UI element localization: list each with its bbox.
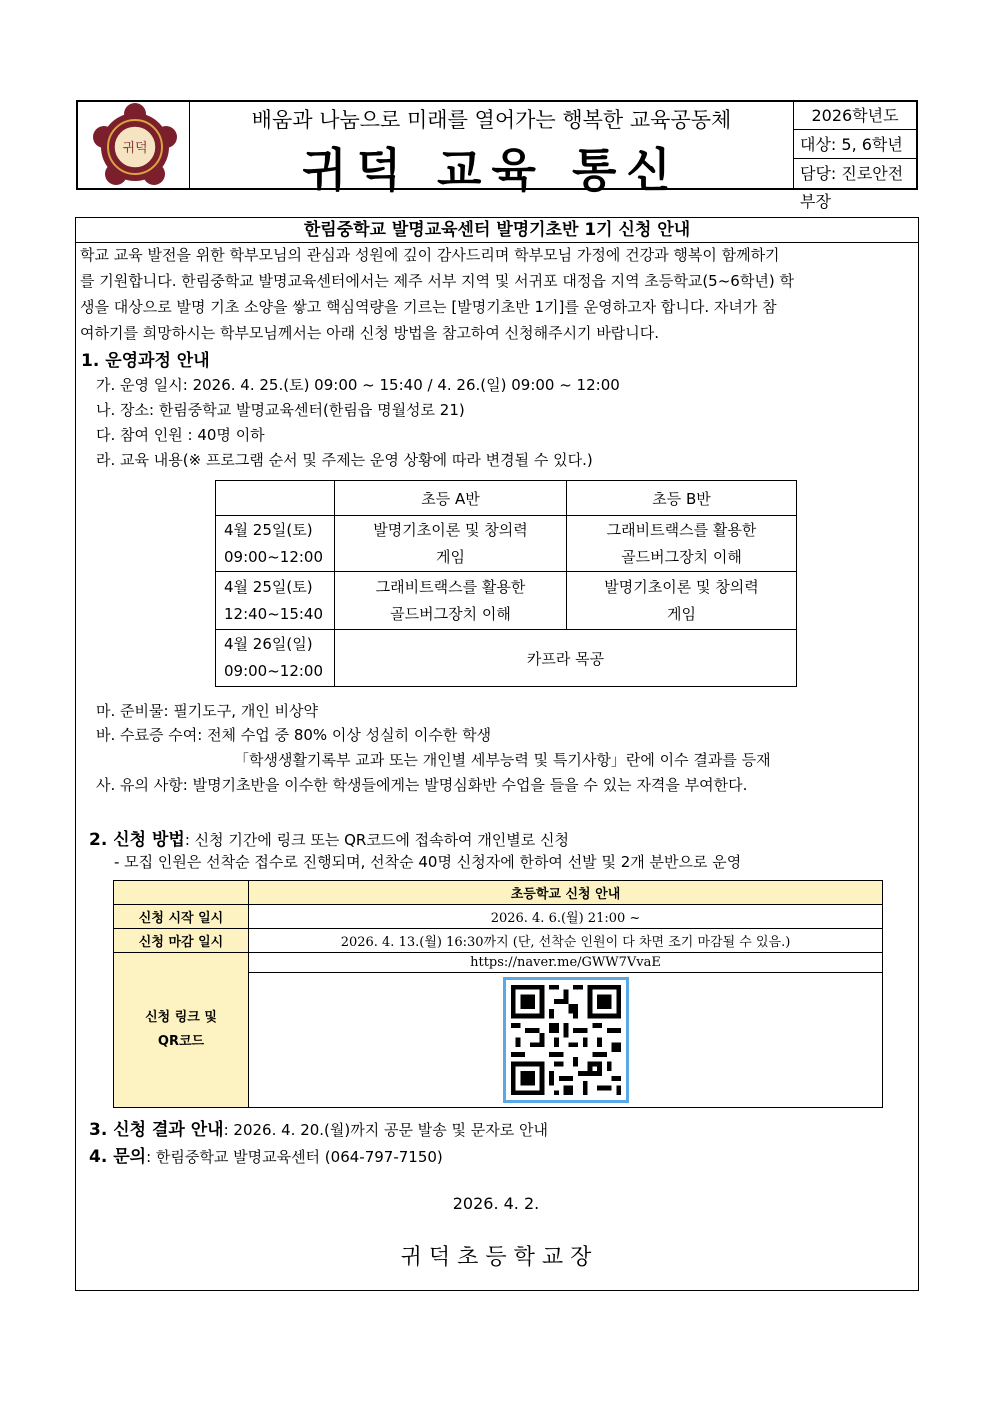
row3-time: 09:00~12:00: [224, 662, 324, 680]
person-in-charge: 담당: 진로안전부장: [800, 164, 904, 211]
section1-sa: 사. 유의 사항: 발명기초반을 이수한 학생들에게는 발명심화반 수업을 들을 수 있는 자격을 부여한다.: [96, 776, 748, 794]
principal-signature: 귀 덕 초 등 학 교 장: [400, 1245, 592, 1270]
section2-heading: 2. 신청 방법: [89, 830, 185, 850]
intro-line-2: 를 기원합니다. 한림중학교 발명교육센터에서는 제주 서부 지역 및 서귀포 대정읍 지역 초등학교(5~6학년) 학: [80, 272, 794, 290]
section1-ga: 가. 운영 일시: 2026. 4. 25.(토) 09:00 ~ 15:40 / 4. 26.(일) 09:00 ~ 12:00: [96, 376, 620, 394]
issue-date: 2026. 4. 2.: [452, 1194, 540, 1213]
table-row: [216, 516, 797, 572]
row2-a-line1: 그래비트랙스를 활용한: [375, 577, 526, 596]
end-value: 2026. 4. 13.(월) 16:30까지 (단, 선착순 인원이 다 차면 조기 마감될 수 있음.): [249, 929, 883, 953]
row1-time: 09:00~12:00: [224, 547, 324, 566]
section1-ma: 마. 준비물: 필기도구, 개인 비상약: [96, 702, 319, 720]
school-year: 2026학년도: [794, 102, 916, 130]
target-grade: 대상: 5, 6학년: [794, 131, 916, 159]
table-row: [216, 630, 797, 687]
section1-na: 나. 장소: 한림중학교 발명교육센터(한림읍 명월성로 21): [96, 401, 465, 419]
table-row: [114, 929, 883, 953]
document-title: 한림중학교 발명교육센터 발명기초반 1기 신청 안내: [76, 218, 918, 243]
application-table: [113, 880, 883, 1108]
section3-heading: 3. 신청 결과 안내: [89, 1120, 224, 1140]
row2-date: 4월 25일(토): [224, 577, 313, 596]
section3-text: : 2026. 4. 20.(월)까지 공문 발송 및 문자로 안내: [223, 1121, 548, 1139]
section4-line: [89, 1142, 443, 1167]
info-cell: [794, 102, 916, 211]
table-row: [216, 572, 797, 630]
section1-ra: 라. 교육 내용(※ 프로그램 순서 및 주제는 운영 상황에 따라 변경될 수 있다.): [96, 451, 593, 469]
section3-line: [89, 1115, 548, 1140]
row1-a-line1: 발명기초이론 및 창의력: [373, 520, 528, 539]
slogan: 배움과 나눔으로 미래를 열어가는 행복한 교육공동체: [251, 108, 732, 132]
section2-note: - 모집 인원은 선착순 접수로 진행되며, 선착순 40명 신청자에 한하여 선발 및 2개 분반으로 운영: [114, 853, 742, 871]
qr-code-icon[interactable]: [503, 977, 629, 1103]
newsletter-title: 귀덕 교육 통신: [302, 143, 681, 197]
section4-heading: 4. 문의: [89, 1147, 147, 1167]
intro-line-1: 학교 교육 발전을 위한 학부모님의 관심과 성원에 깊이 감사드리며 학부모님 가정에 건강과 행복이 함께하기: [80, 246, 780, 264]
table-row: [114, 905, 883, 929]
emblem-cell: [78, 102, 190, 188]
row1-b-line1: 그래비트랙스를 활용한: [606, 520, 757, 539]
row2-time: 12:40~15:40: [224, 604, 324, 623]
newsletter-header: [76, 100, 918, 211]
link-label: [114, 953, 249, 1108]
schedule-table: [215, 480, 797, 687]
section1-heading: 1. 운영과정 안내: [81, 351, 210, 371]
row1-date: 4월 25일(토): [224, 520, 313, 539]
start-label: 신청 시작 일시: [114, 905, 249, 929]
end-label: 신청 마감 일시: [114, 929, 249, 953]
schedule-header-blank: [216, 481, 335, 516]
schedule-header-b: 초등 B반: [567, 481, 797, 516]
section1-ba: 바. 수료증 수여: 전체 수업 중 80% 이상 성실히 이수한 학생: [96, 726, 492, 744]
emblem-text: 귀덕: [122, 141, 148, 156]
intro-line-3: 생을 대상으로 발명 기초 소양을 쌓고 핵심역량을 기르는 [발명기초반 1기]를 운영하고자 합니다. 자녀가 참: [80, 298, 777, 316]
row3-date: 4월 26일(일): [224, 635, 313, 653]
section1-da: 다. 참여 인원 : 40명 이하: [96, 426, 265, 444]
table-row: [114, 953, 883, 973]
schedule-header-a: 초등 A반: [335, 481, 567, 516]
row1-b-line2: 골드버그장치 이해: [621, 547, 742, 566]
link-label-line2: QR코드: [157, 1034, 205, 1049]
row2-b-line1: 발명기초이론 및 창의력: [604, 577, 759, 596]
school-emblem-icon: [78, 102, 190, 188]
row2-a-line2: 골드버그장치 이해: [390, 604, 511, 623]
row3-content: 카프라 목공: [335, 630, 797, 687]
intro-line-4: 여하기를 희망하시는 학부모님께서는 아래 신청 방법을 참고하여 신청해주시기 바랍니다.: [80, 324, 660, 342]
row1-a-line2: 게임: [436, 547, 465, 566]
link-label-line1: 신청 링크 및: [145, 1010, 217, 1025]
section2-text: : 신청 기간에 링크 또는 QR코드에 접속하여 개인별로 신청: [184, 831, 570, 849]
apply-table-header: 초등학교 신청 안내: [249, 881, 883, 905]
title-cell: [190, 102, 794, 197]
apply-table-corner: [114, 881, 249, 905]
row2-b-line2: 게임: [667, 604, 696, 623]
start-value: 2026. 4. 6.(월) 21:00 ~: [249, 905, 883, 929]
apply-link[interactable]: https://naver.me/GWW7VvaE: [249, 953, 883, 973]
section1-ba2: 「학생생활기록부 교과 또는 개인별 세부능력 및 특기사항」란에 이수 결과를 등재: [234, 751, 771, 769]
section2-line: [89, 825, 569, 850]
section4-text: : 한림중학교 발명교육센터 (064-797-7150): [146, 1148, 443, 1166]
qr-cell: [249, 973, 883, 1108]
